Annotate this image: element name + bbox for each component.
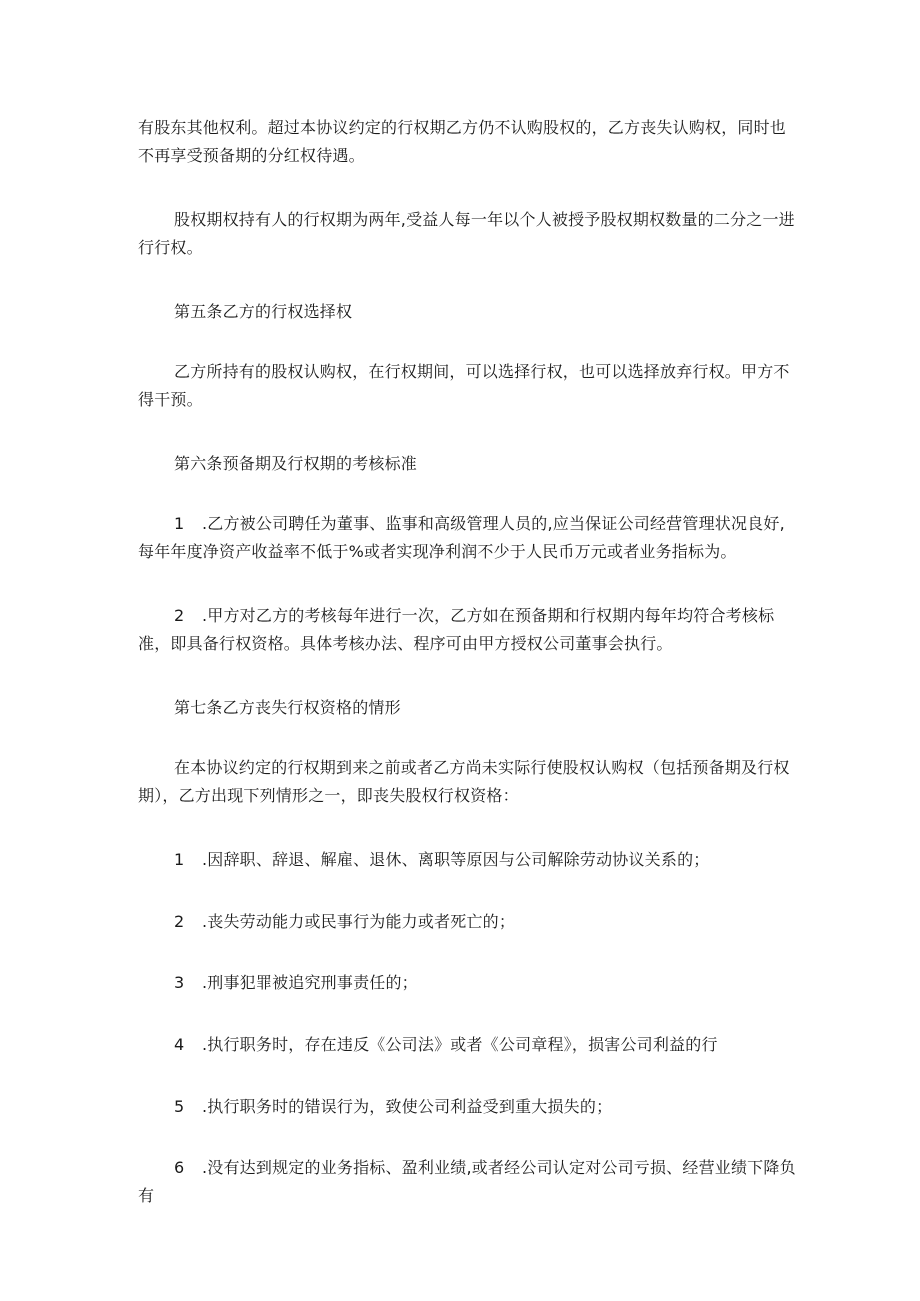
article-7-heading: 第七条乙方丧失行权资格的情形 (174, 698, 401, 717)
item-number: 1 (174, 514, 185, 533)
item-text: .没有达到规定的业务指标、盈利业绩,或者经公司认定对公司亏损、经营业绩下降负有 (138, 1158, 796, 1205)
item-number: 6 (174, 1158, 185, 1177)
item-text: .执行职务时的错误行为，致使公司利益受到重大损失的； (202, 1097, 613, 1116)
item-text: .刑事犯罪被追究刑事责任的； (202, 973, 418, 992)
item-text: .因辞职、辞退、解雇、退休、离职等原因与公司解除劳动协议关系的； (202, 850, 710, 869)
article-7-item-2 (138, 908, 798, 936)
article-7-item-1 (138, 846, 798, 874)
paragraph-continuation: 有股东其他权利。超过本协议约定的行权期乙方仍不认购股权的，乙方丧失认购权，同时也不再享受预备期的分红权待遇。 (138, 118, 787, 165)
item-number: 2 (174, 606, 185, 625)
article-7-item-4 (138, 1031, 798, 1059)
item-text: .丧失劳动能力或民事行为能力或者死亡的； (202, 912, 516, 931)
item-text: .执行职务时，存在违反《公司法》或者《公司章程》，损害公司利益的行 (202, 1035, 718, 1054)
article-5-heading: 第五条乙方的行权选择权 (174, 302, 353, 321)
article-6-item-1 (138, 510, 798, 566)
item-number: 1 (174, 850, 185, 869)
item-number: 4 (174, 1035, 185, 1054)
article-7-item-3 (138, 969, 798, 997)
article-6-heading: 第六条预备期及行权期的考核标准 (174, 454, 418, 473)
item-text: .甲方对乙方的考核每年进行一次，乙方如在预备期和行权期内每年均符合考核标准，即具备行权资格。具体考核办法、程序可由甲方授权公司董事会执行。 (138, 606, 775, 653)
article-7-item-6 (138, 1154, 798, 1210)
item-number: 2 (174, 912, 185, 931)
paragraph-article-7: 在本协议约定的行权期到来之前或者乙方尚未实际行使股权认购权（包括预备期及行权期），乙方出现下列情形之一，即丧失股权行权资格： (138, 758, 790, 805)
item-number: 3 (174, 973, 185, 992)
item-number: 5 (174, 1097, 185, 1116)
paragraph-exercise-period: 股权期权持有人的行权期为两年,受益人每一年以个人被授予股权期权数量的二分之一进行行权。 (138, 210, 795, 257)
article-6-item-2 (138, 602, 798, 658)
paragraph-article-5: 乙方所持有的股权认购权，在行权期间，可以选择行权，也可以选择放弃行权。甲方不得干预。 (138, 362, 790, 409)
article-7-item-5 (138, 1093, 798, 1121)
item-text: .乙方被公司聘任为董事、监事和高级管理人员的,应当保证公司经营管理状况良好,每年年度净资产收益率不低于%或者实现净利润不少于人民币万元或者业务指标为。 (138, 514, 785, 561)
